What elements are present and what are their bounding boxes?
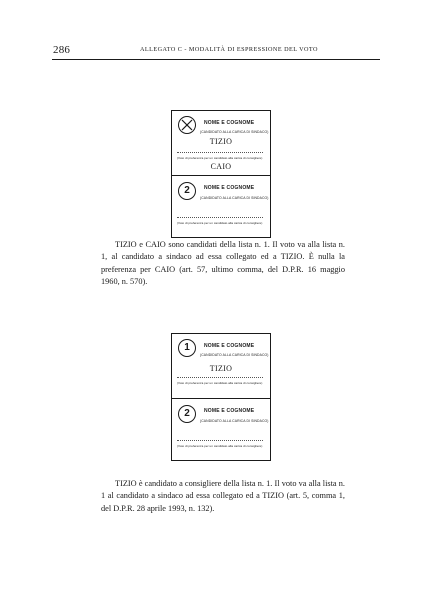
ballot-example-2 <box>171 333 271 461</box>
running-head: ALLEGATO C - MODALITÀ DI ESPRESSIONE DEL VOTO <box>140 46 318 53</box>
list-number-symbol: 2 <box>178 405 196 423</box>
name-label: NOME E COGNOME <box>204 185 255 191</box>
crossed-list-symbol-icon <box>178 116 196 134</box>
name-label: NOME E COGNOME <box>204 120 255 126</box>
ballot-1-list-1-panel <box>172 111 270 175</box>
name-label: NOME E COGNOME <box>204 343 255 349</box>
name-label: NOME E COGNOME <box>204 408 255 414</box>
mayor-candidate-label: (CANDIDATO ALLA CARICA DI SINDACO) <box>200 353 269 357</box>
list-number-symbol: 2 <box>178 182 196 200</box>
ballot-2-list-1-panel <box>172 334 270 398</box>
candidate-name: TIZIO <box>209 137 233 146</box>
mayor-candidate-label: (CANDIDATO ALLA CARICA DI SINDACO) <box>200 130 269 134</box>
ballot-2-list-2-panel <box>172 398 270 460</box>
preference-caption: (Voto di preferenza per un candidato alla carica di consigliere) <box>177 156 263 160</box>
caption-paragraph: TIZIO è candidato a consigliere della lista n. 1. Il voto va alla lista n. 1 al candidato a sindaco ad essa collegato ed a TIZIO (art. 5, comma 1, del D.P.R. 28 aprile 1993, n. 132). <box>101 479 345 513</box>
preference-caption: (Voto di preferenza per un candidato alla carica di consigliere) <box>177 444 263 448</box>
preference-name: CAIO <box>210 162 232 171</box>
preference-caption: (Voto di preferenza per un candidato alla carica di consigliere) <box>177 381 263 385</box>
preference-line <box>177 377 263 378</box>
preference-caption: (Voto di preferenza per un candidato alla carica di consigliere) <box>177 221 263 225</box>
mayor-candidate-label: (CANDIDATO ALLA CARICA DI SINDACO) <box>200 419 269 423</box>
header-rule <box>52 59 380 60</box>
preference-line <box>177 152 263 153</box>
caption-paragraph: TIZIO e CAIO sono candidati della lista n. 1. Il voto va alla lista n. 1, al candidato a sindaco ad essa collegato ed a TIZIO. È nulla la preferenza per CAIO (art. 57, ultimo comma, del D.P.R. 16 maggio 1960, n. 570). <box>101 240 345 286</box>
list-number-symbol: 1 <box>178 339 196 357</box>
ballot-1-list-2-panel <box>172 175 270 237</box>
mayor-candidate-label: (CANDIDATO ALLA CARICA DI SINDACO) <box>200 196 269 200</box>
preference-line <box>177 440 263 441</box>
candidate-name: TIZIO <box>209 364 233 373</box>
page-number: 286 <box>53 44 71 56</box>
ballot-example-1 <box>171 110 271 238</box>
preference-line <box>177 217 263 218</box>
